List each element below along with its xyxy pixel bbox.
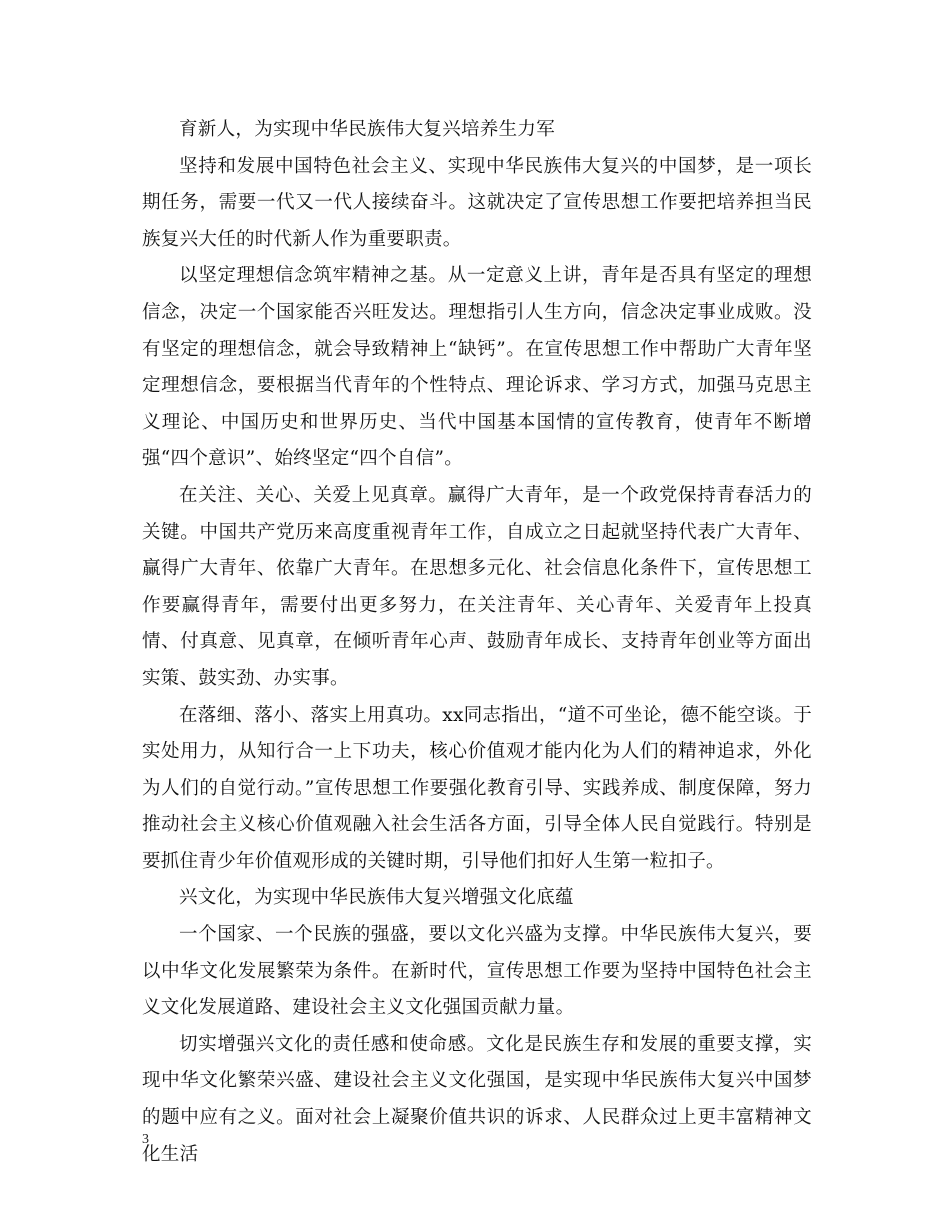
- paragraph: 坚持和发展中国特色社会主义、实现中华民族伟大复兴的中国梦，是一项长期任务，需要一代又一代人接续奋斗。这就决定了宣传思想工作要把培养担当民族复兴大任的时代新人作为重要职责。: [142, 155, 812, 250]
- paragraph: 以坚定理想信念筑牢精神之基。从一定意义上讲，青年是否具有坚定的理想信念，决定一个国家能否兴旺发达。理想指引人生方向，信念决定事业成败。没有坚定的理想信念，就会导致精神上“缺钙”。在宣传思想工作中帮助广大青年坚定理想信念，要根据当代青年的个性特点、理论诉求、学习方式，加强马克思主义理论、中国历史和世界历史、当代中国基本国情的宣传教育，使青年不断增强“四个意识”、始终坚定“四个自信”。: [142, 265, 812, 470]
- section-heading-culture: 兴文化，为实现中华民族伟大复兴增强文化底蕴: [179, 887, 574, 909]
- paragraph: 一个国家、一个民族的强盛，要以文化兴盛为支撑。中华民族伟大复兴，要以中华文化发展繁荣为条件。在新时代，宣传思想工作要为坚持中国特色社会主义文化发展道路、建设社会主义文化强国贡献力量。: [142, 924, 812, 1019]
- section-heading-youth: 育新人，为实现中华民族伟大复兴培养生力军: [179, 119, 556, 140]
- document-body: [142, 112, 812, 1173]
- paragraph: 切实增强兴文化的责任感和使命感。文化是民族生存和发展的重要支撑，实现中华文化繁荣兴盛、建设社会主义文化强国，是实现中华民族伟大复兴中国梦的题中应有之义。面对社会上凝聚价值共识的诉求、人民群众过上更丰富精神文化生活: [142, 1033, 812, 1165]
- paragraph: 在关注、关心、关爱上见真章。赢得广大青年，是一个政党保持青春活力的关键。中国共产党历来高度重视青年工作，自成立之日起就坚持代表广大青年、赢得广大青年、依靠广大青年。在思想多元化、社会信息化条件下，宣传思想工作要赢得青年，需要付出更多努力，在关注青年、关心青年、关爱青年上投真情、付真意、见真章，在倾听青年心声、鼓励青年成长、支持青年创业等方面出实策、鼓实劲、办实事。: [142, 484, 812, 689]
- page-number: 3: [142, 1132, 149, 1147]
- paragraph: 在落细、落小、落实上用真功。xx同志指出，“道不可坐论，德不能空谈。于实处用力，从知行合一上下功夫，核心价值观才能内化为人们的精神追求，外化为人们的自觉行动。”宣传思想工作要强化教育引导、实践养成、制度保障，努力推动社会主义核心价值观融入社会生活各方面，引导全体人民自觉践行。特别是要抓住青少年价值观形成的关键时期，引导他们扣好人生第一粒扣子。: [142, 704, 812, 872]
